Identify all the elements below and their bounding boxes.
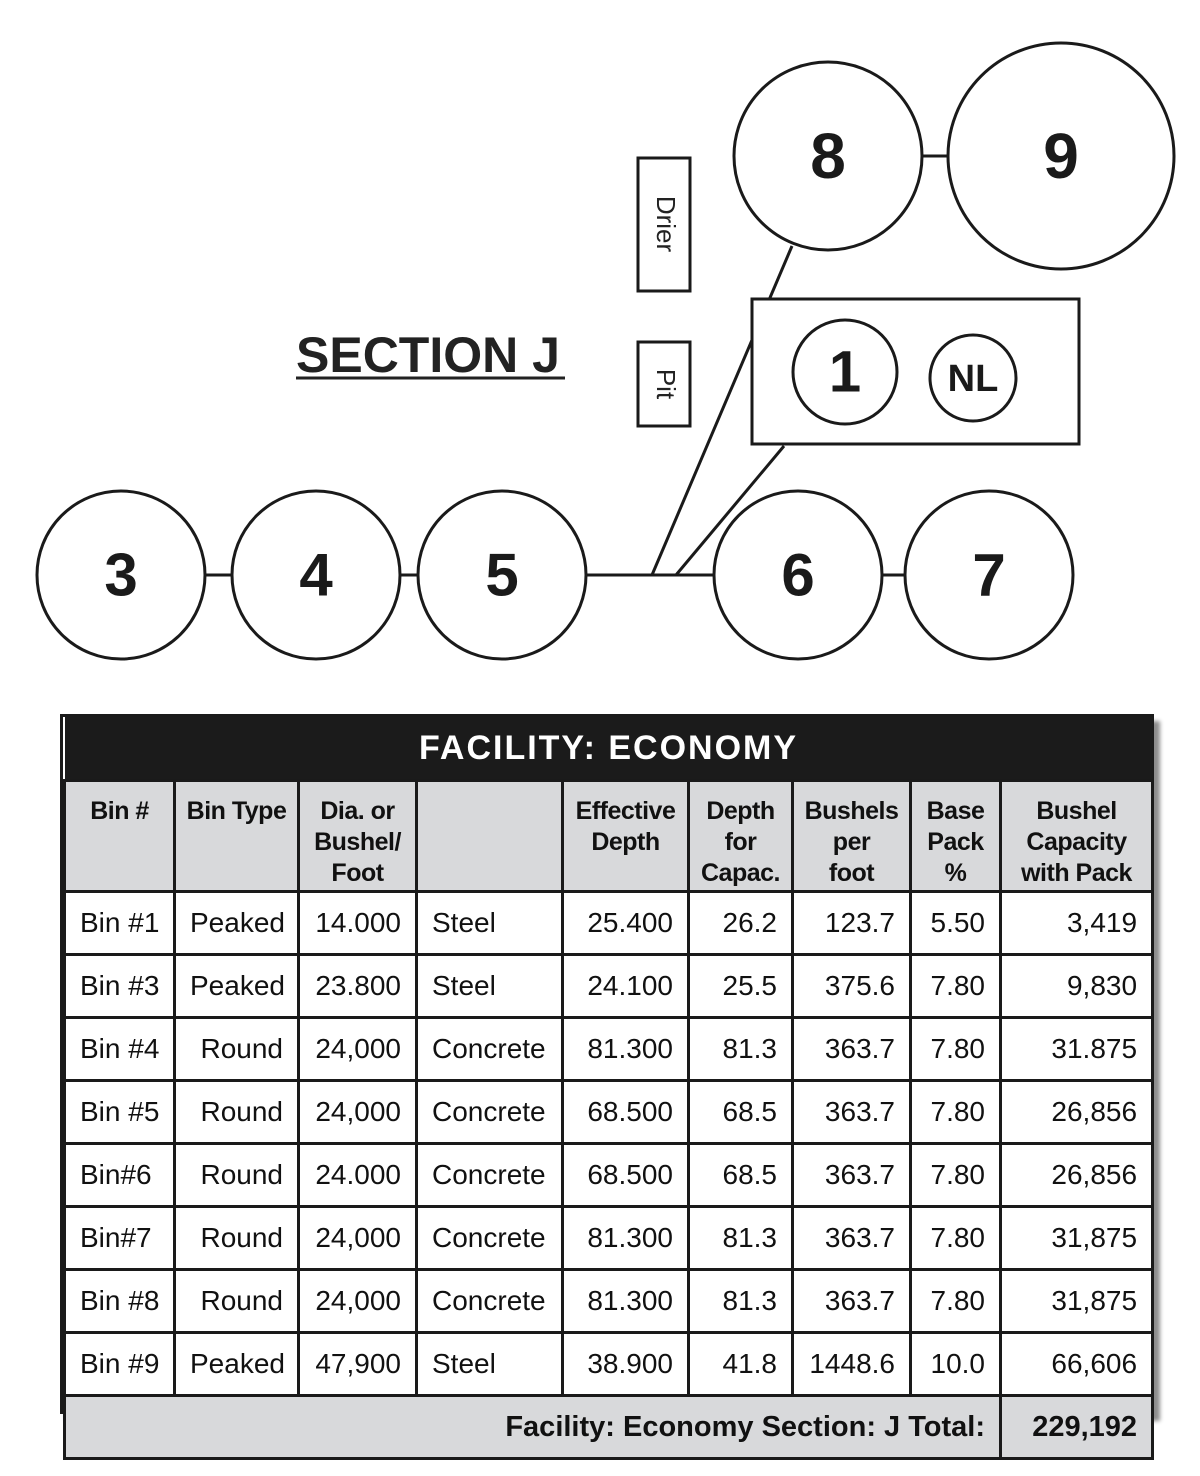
cell-bushels-per-foot: 1448.6 bbox=[793, 1333, 911, 1396]
cell-base-pack: 7.80 bbox=[911, 1207, 1001, 1270]
cell-bushels-per-foot: 363.7 bbox=[793, 1207, 911, 1270]
cell-base-pack: 7.80 bbox=[911, 1144, 1001, 1207]
header-diameter-line3: Foot bbox=[331, 859, 384, 887]
cell-bin-type: Round bbox=[175, 1144, 299, 1207]
cell-bin-type: Round bbox=[175, 1270, 299, 1333]
cell-material: Concrete bbox=[417, 1018, 563, 1081]
cell-bushels-per-foot: 363.7 bbox=[793, 1270, 911, 1333]
header-material bbox=[417, 781, 563, 892]
cell-bushels-per-foot: 363.7 bbox=[793, 1081, 911, 1144]
cell-material: Concrete bbox=[417, 1270, 563, 1333]
cell-depth-for-capacity: 81.3 bbox=[689, 1270, 793, 1333]
cell-depth-for-capacity: 68.5 bbox=[689, 1144, 793, 1207]
table-row bbox=[65, 1270, 1153, 1333]
bin-6-label: 6 bbox=[781, 541, 815, 609]
header-base-pack bbox=[911, 781, 1001, 892]
pit-label: Pit bbox=[651, 368, 682, 400]
section-title: SECTION J bbox=[296, 327, 560, 383]
cell-bushel-capacity: 66,606 bbox=[1001, 1333, 1153, 1396]
cell-effective-depth: 81.300 bbox=[563, 1018, 689, 1081]
cell-bin: Bin #3 bbox=[65, 955, 175, 1018]
table-row bbox=[65, 892, 1153, 955]
cell-effective-depth: 81.300 bbox=[563, 1207, 689, 1270]
header-bushels-per-foot bbox=[793, 781, 911, 892]
cell-bin-type: Peaked bbox=[175, 1333, 299, 1396]
header-bin-type-text: Bin Type bbox=[186, 797, 287, 825]
table-row bbox=[65, 1207, 1153, 1270]
cell-effective-depth: 38.900 bbox=[563, 1333, 689, 1396]
cell-bushel-capacity: 26,856 bbox=[1001, 1081, 1153, 1144]
header-depth-line2: for bbox=[724, 828, 757, 856]
cell-effective-depth: 68.500 bbox=[563, 1144, 689, 1207]
cell-bin: Bin#7 bbox=[65, 1207, 175, 1270]
cell-effective-depth: 68.500 bbox=[563, 1081, 689, 1144]
cell-material: Concrete bbox=[417, 1144, 563, 1207]
cell-bushels-per-foot: 375.6 bbox=[793, 955, 911, 1018]
cell-material: Steel bbox=[417, 1333, 563, 1396]
table-header-row bbox=[65, 781, 1153, 892]
cell-effective-depth: 25.400 bbox=[563, 892, 689, 955]
cell-depth-for-capacity: 41.8 bbox=[689, 1333, 793, 1396]
cell-bin-type: Round bbox=[175, 1081, 299, 1144]
facility-table-container bbox=[60, 714, 1154, 1443]
cell-bushel-capacity: 26,856 bbox=[1001, 1144, 1153, 1207]
header-bpf-line2: per bbox=[832, 828, 871, 856]
cell-base-pack: 5.50 bbox=[911, 892, 1001, 955]
header-bin bbox=[65, 781, 175, 892]
cell-bushel-capacity: 31.875 bbox=[1001, 1018, 1153, 1081]
table-title-row bbox=[65, 717, 1153, 781]
bin-3-label: 3 bbox=[104, 541, 138, 609]
cell-depth-for-capacity: 26.2 bbox=[689, 892, 793, 955]
header-depth-line1: Depth bbox=[706, 797, 775, 825]
bin-1-label: 1 bbox=[828, 339, 862, 405]
header-effective-depth-line1: Effective bbox=[575, 797, 676, 825]
cell-base-pack: 7.80 bbox=[911, 1018, 1001, 1081]
header-depth-line3: Capac. bbox=[701, 859, 780, 887]
header-pack-line1: Base bbox=[926, 797, 985, 825]
cell-base-pack: 7.80 bbox=[911, 1081, 1001, 1144]
cell-bin: Bin #1 bbox=[65, 892, 175, 955]
cell-bushels-per-foot: 363.7 bbox=[793, 1018, 911, 1081]
bin-5-label: 5 bbox=[485, 541, 519, 609]
cell-material: Concrete bbox=[417, 1207, 563, 1270]
bin-layout-diagram bbox=[0, 0, 1200, 690]
cell-bin: Bin #8 bbox=[65, 1270, 175, 1333]
cell-bushels-per-foot: 123.7 bbox=[793, 892, 911, 955]
cell-diameter: 24,000 bbox=[299, 1207, 417, 1270]
cell-diameter: 24.000 bbox=[299, 1144, 417, 1207]
total-value: 229,192 bbox=[1001, 1396, 1153, 1459]
table-row bbox=[65, 1081, 1153, 1144]
bin-8-label: 8 bbox=[810, 120, 846, 192]
cell-bin-type: Round bbox=[175, 1018, 299, 1081]
cell-base-pack: 10.0 bbox=[911, 1333, 1001, 1396]
cell-bin-type: Peaked bbox=[175, 955, 299, 1018]
cell-bushel-capacity: 9,830 bbox=[1001, 955, 1153, 1018]
cell-base-pack: 7.80 bbox=[911, 1270, 1001, 1333]
bin-nl-label: NL bbox=[947, 358, 999, 400]
table-row bbox=[65, 1333, 1153, 1396]
cell-material: Steel bbox=[417, 955, 563, 1018]
header-bushel-capacity bbox=[1001, 781, 1153, 892]
header-pack-line3: % bbox=[944, 859, 967, 887]
cell-bushel-capacity: 31,875 bbox=[1001, 1207, 1153, 1270]
total-label: Facility: Economy Section: J Total: bbox=[65, 1396, 1001, 1459]
header-cap-line3: with Pack bbox=[1021, 859, 1132, 887]
bin-7-label: 7 bbox=[972, 541, 1006, 609]
cell-bushels-per-foot: 363.7 bbox=[793, 1144, 911, 1207]
header-cap-line1: Bushel bbox=[1036, 797, 1117, 825]
cell-bin-type: Peaked bbox=[175, 892, 299, 955]
header-bpf-line3: foot bbox=[828, 859, 875, 887]
header-effective-depth bbox=[563, 781, 689, 892]
cell-diameter: 23.800 bbox=[299, 955, 417, 1018]
cell-bin: Bin #5 bbox=[65, 1081, 175, 1144]
header-bin-type bbox=[175, 781, 299, 892]
drier-label: Drier bbox=[651, 195, 682, 253]
cell-material: Concrete bbox=[417, 1081, 563, 1144]
facility-table bbox=[63, 717, 1154, 1460]
header-pack-line2: Pack bbox=[927, 828, 984, 856]
cell-diameter: 47,900 bbox=[299, 1333, 417, 1396]
header-depth-for-capacity bbox=[689, 781, 793, 892]
cell-bushel-capacity: 31,875 bbox=[1001, 1270, 1153, 1333]
header-diameter-line2: Bushel/ bbox=[314, 828, 401, 856]
cell-bin-type: Round bbox=[175, 1207, 299, 1270]
cell-base-pack: 7.80 bbox=[911, 955, 1001, 1018]
cell-effective-depth: 81.300 bbox=[563, 1270, 689, 1333]
table-row bbox=[65, 1144, 1153, 1207]
bin-layout-svg bbox=[0, 0, 1200, 690]
cell-depth-for-capacity: 25.5 bbox=[689, 955, 793, 1018]
table-row bbox=[65, 955, 1153, 1018]
header-cap-line2: Capacity bbox=[1026, 828, 1127, 856]
table-row bbox=[65, 1018, 1153, 1081]
header-bin-text: Bin # bbox=[90, 797, 149, 825]
cell-bushel-capacity: 3,419 bbox=[1001, 892, 1153, 955]
cell-diameter: 24,000 bbox=[299, 1018, 417, 1081]
cell-effective-depth: 24.100 bbox=[563, 955, 689, 1018]
bin-9-label: 9 bbox=[1043, 120, 1079, 192]
header-diameter bbox=[299, 781, 417, 892]
cell-diameter: 14.000 bbox=[299, 892, 417, 955]
cell-diameter: 24,000 bbox=[299, 1081, 417, 1144]
cell-depth-for-capacity: 81.3 bbox=[689, 1207, 793, 1270]
cell-depth-for-capacity: 81.3 bbox=[689, 1018, 793, 1081]
cell-material: Steel bbox=[417, 892, 563, 955]
cell-depth-for-capacity: 68.5 bbox=[689, 1081, 793, 1144]
table-total-row bbox=[65, 1396, 1153, 1459]
cell-bin: Bin #9 bbox=[65, 1333, 175, 1396]
cell-bin: Bin#6 bbox=[65, 1144, 175, 1207]
table-title: FACILITY: ECONOMY bbox=[65, 717, 1153, 781]
bin-4-label: 4 bbox=[299, 541, 333, 609]
header-bpf-line1: Bushels bbox=[804, 797, 899, 825]
header-diameter-line1: Dia. or bbox=[320, 797, 395, 825]
cell-bin: Bin #4 bbox=[65, 1018, 175, 1081]
cell-diameter: 24,000 bbox=[299, 1270, 417, 1333]
header-effective-depth-line2: Depth bbox=[591, 828, 660, 856]
